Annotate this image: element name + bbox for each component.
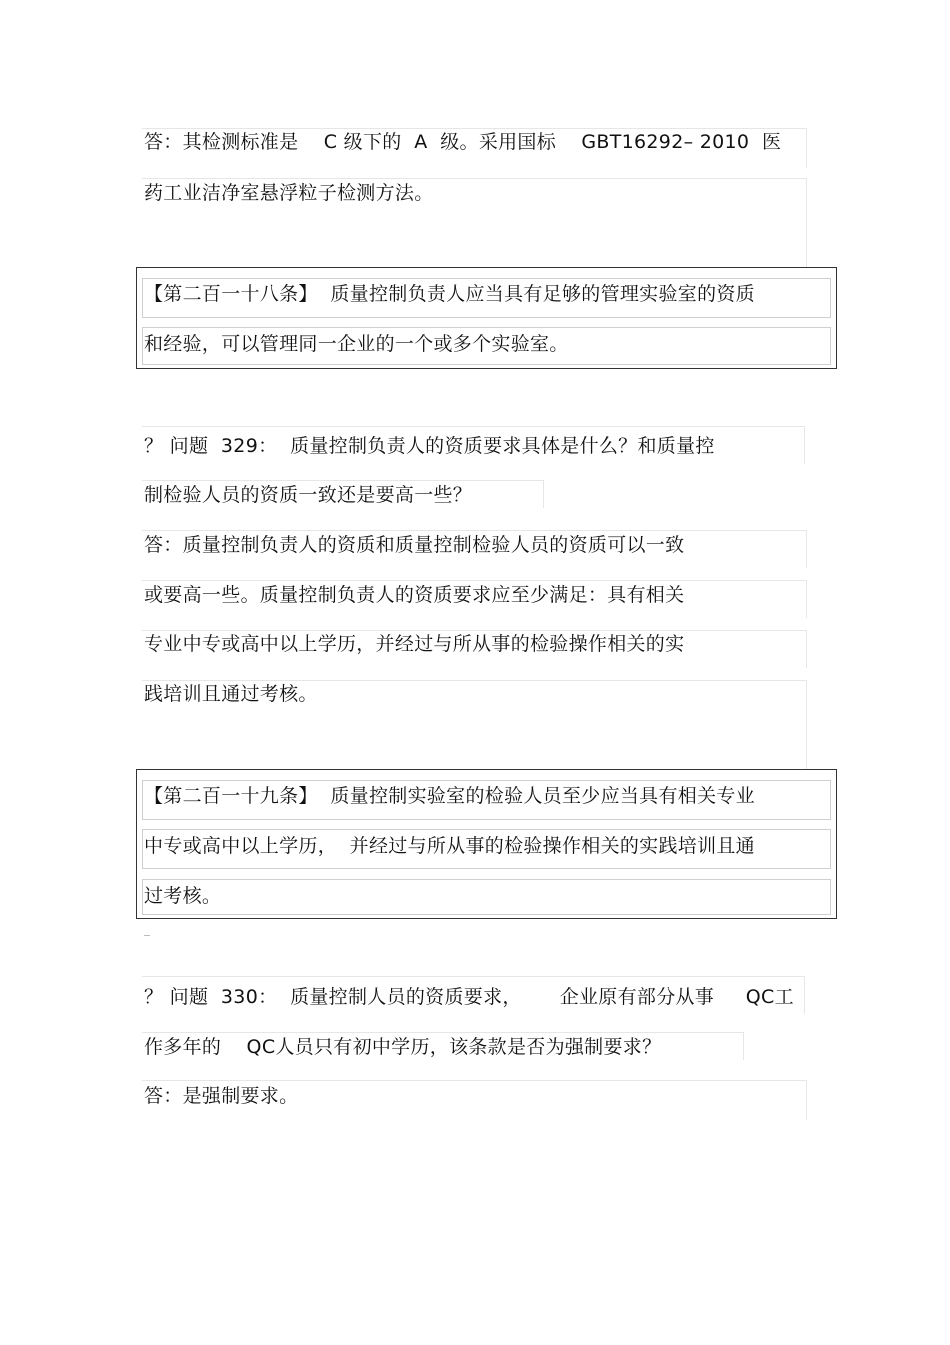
article-219-line-3: 过考核。	[144, 885, 222, 907]
answer-318-line-1: 答：其检测标准是 C 级下的 A 级。采用国标 GBT16292– 2010 医	[144, 131, 782, 153]
article-219-line-2: 中专或高中以上学历， 并经过与所从事的检验操作相关的实践培训且通	[144, 835, 755, 857]
article-219-line-1: 【第二百一十九条】 质量控制实验室的检验人员至少应当具有相关专业	[144, 785, 755, 807]
article-218-line-1: 【第二百一十八条】 质量控制负责人应当具有足够的管理实验室的资质	[144, 283, 755, 305]
question-330-line-2: 作多年的 QC人员只有初中学历，该条款是否为强制要求？	[144, 1036, 662, 1058]
answer-318-line-2: 药工业洁净室悬浮粒子检测方法。	[144, 182, 434, 204]
question-329-line-1: ？ 问题 329： 质量控制负责人的资质要求具体是什么？和质量控	[144, 435, 715, 457]
separator-tick	[144, 935, 150, 936]
question-330-line-1: ？ 问题 330： 质量控制人员的资质要求， 企业原有部分从事 QC工	[144, 986, 794, 1008]
answer-329-line-1: 答：质量控制负责人的资质和质量控制检验人员的资质可以一致	[144, 534, 685, 556]
article-218-line-2: 和经验，可以管理同一企业的一个或多个实验室。	[144, 333, 569, 355]
answer-329-line-2: 或要高一些。质量控制负责人的资质要求应至少满足：具有相关	[144, 584, 685, 606]
answer-329-line-4: 践培训且通过考核。	[144, 683, 318, 705]
article-219-row-3-frame	[142, 879, 831, 915]
answer-330-line-1: 答：是强制要求。	[144, 1085, 299, 1107]
answer-329-line-3: 专业中专或高中以上学历，并经过与所从事的检验操作相关的实	[144, 633, 685, 655]
question-329-line-2: 制检验人员的资质一致还是要高一些？	[144, 484, 473, 506]
